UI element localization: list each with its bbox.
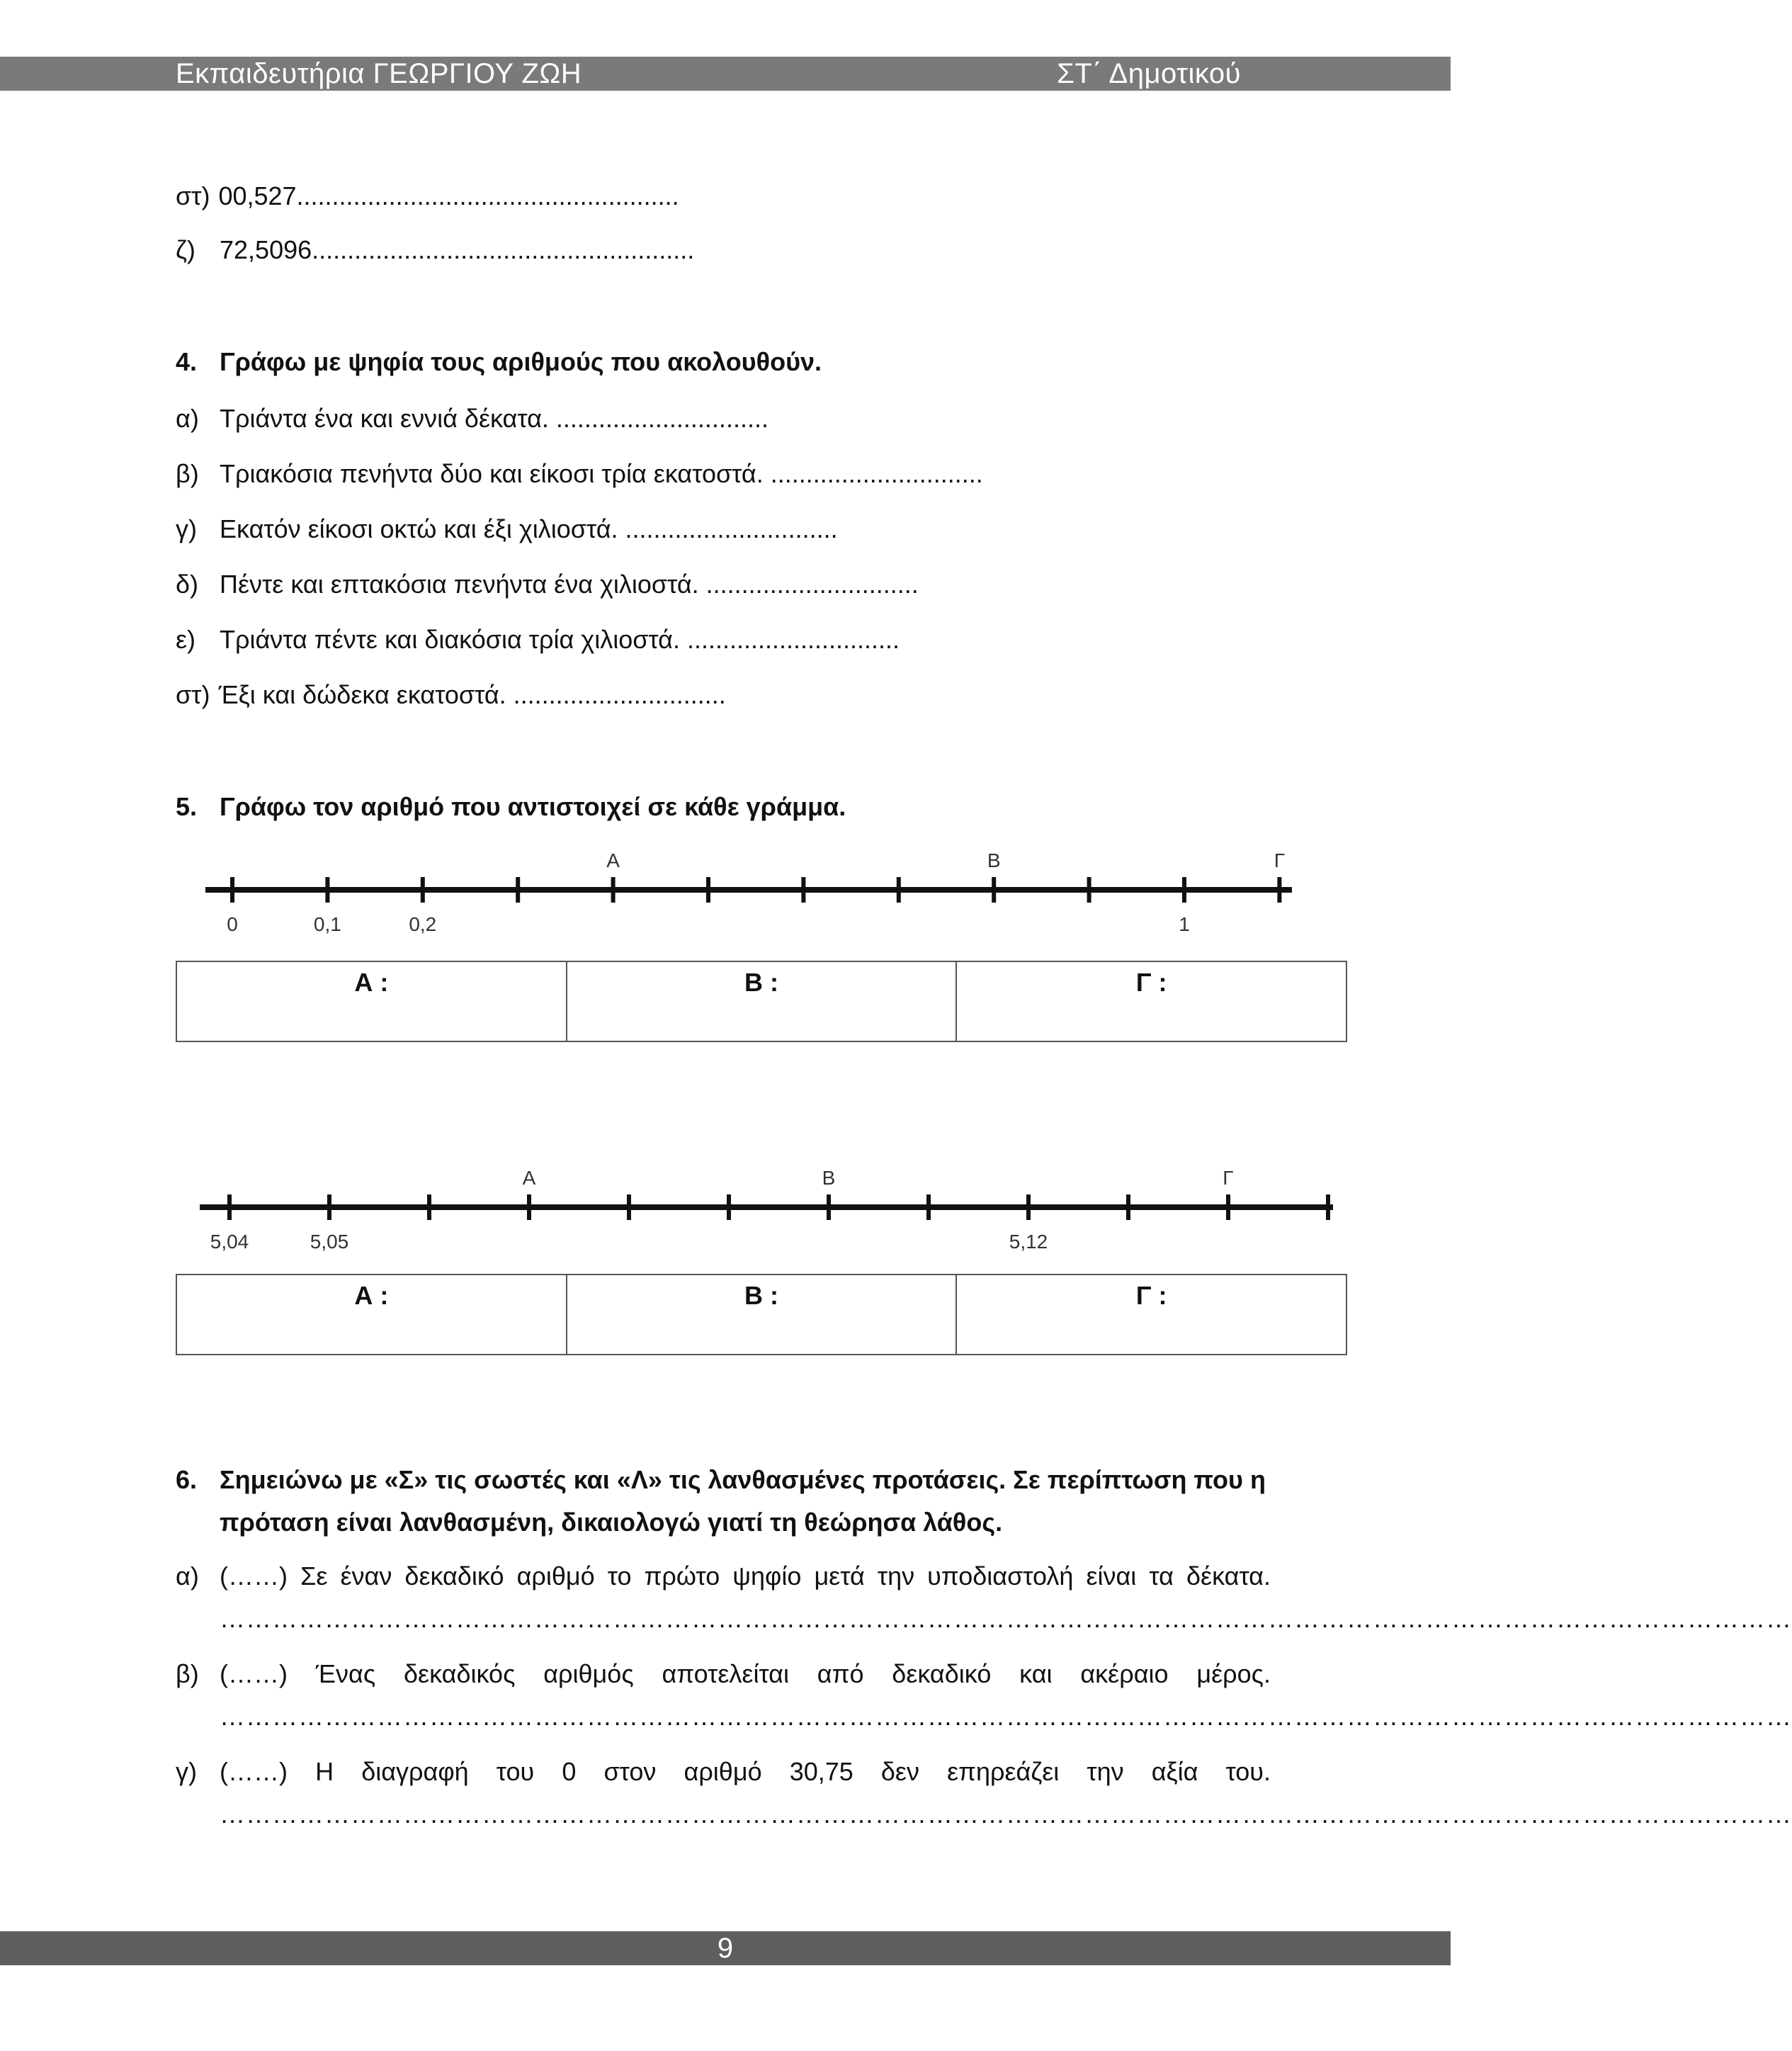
ex4-item-a: α) Τριάντα ένα και εννιά δέκατα. .............................. bbox=[176, 404, 769, 433]
ex5-heading: 5. Γράφω τον αριθμό που αντιστοιχεί σε κάθε γράμμα. bbox=[176, 792, 846, 821]
point-letter: Α bbox=[522, 1167, 536, 1189]
tick-label: 5,12 bbox=[1009, 1231, 1048, 1253]
ex4-item-c: γ) Εκατόν είκοσι οκτώ και έξι χιλιοστά. .............................. bbox=[176, 514, 838, 543]
school-name: Εκπαιδευτήρια ΓΕΩΡΓΙΟΥ ΖΩΗ bbox=[176, 58, 582, 89]
tick-label: 5,05 bbox=[310, 1231, 349, 1253]
number-line-2 bbox=[0, 1162, 1451, 1261]
tick-label: 0,2 bbox=[409, 913, 437, 935]
ex4-item-e: ε) Τριάντα πέντε και διακόσια τρία χιλιοστά. .............................. bbox=[176, 625, 900, 654]
page-number: 9 bbox=[717, 1933, 734, 1964]
point-letter: Γ bbox=[1274, 849, 1286, 871]
answer-cell-b[interactable]: Β : bbox=[567, 961, 957, 1041]
page-footer bbox=[0, 1931, 1451, 1965]
tick-label: 0 bbox=[227, 913, 238, 935]
point-letter: Α bbox=[606, 849, 620, 871]
answer-cell-g[interactable]: Γ : bbox=[956, 1275, 1346, 1355]
answer-table-1 bbox=[176, 961, 1347, 1042]
ex4-item-b: β) Τριακόσια πενήντα δύο και είκοσι τρία εκατοστά. .............................. bbox=[176, 459, 983, 488]
answer-cell-b[interactable]: Β : bbox=[567, 1275, 957, 1355]
number-line-1 bbox=[0, 843, 1451, 942]
ex3-item-st: στ) 00,527...................................................... bbox=[176, 181, 679, 210]
answer-cell-g[interactable]: Γ : bbox=[956, 961, 1346, 1041]
page-header bbox=[0, 57, 1451, 91]
ex4-heading: 4. Γράφω με ψηφία τους αριθμούς που ακολουθούν. bbox=[176, 347, 822, 376]
answer-table-2 bbox=[176, 1274, 1347, 1355]
tick-label: 0,1 bbox=[313, 913, 341, 935]
ex6-answer-line-b[interactable]: ……………………………………………………………………………………………………………………………………………………………… bbox=[220, 1702, 1792, 1731]
answer-cell-a[interactable]: Α : bbox=[176, 1275, 567, 1355]
tick-label: 1 bbox=[1179, 913, 1190, 935]
ex6-answer-line-c[interactable]: ……………………………………………………………………………………………………………………………………………………………… bbox=[220, 1799, 1792, 1829]
tick-label: 5,04 bbox=[210, 1231, 249, 1253]
ex6-answer-line-a[interactable]: ……………………………………………………………………………………………………………………………………………………………… bbox=[220, 1604, 1792, 1633]
grade-label: ΣΤ΄ Δημοτικού bbox=[1057, 58, 1241, 89]
point-letter: Β bbox=[987, 849, 1001, 871]
ex6-heading-line2: πρόταση είναι λανθασμένη, δικαιολογώ γιατί τη θεώρησα λάθος. bbox=[220, 1508, 1003, 1537]
ex4-item-st: στ) Έξι και δώδεκα εκατοστά. .............................. bbox=[176, 680, 726, 709]
point-letter: Β bbox=[822, 1167, 836, 1189]
ex3-item-z: ζ) 72,5096...................................................... bbox=[176, 235, 695, 264]
answer-cell-a[interactable]: Α : bbox=[176, 961, 567, 1041]
ex4-item-d: δ) Πέντε και επτακόσια πενήντα ένα χιλιοστά. .............................. bbox=[176, 570, 919, 599]
ex6-heading: 6. Σημειώνω με «Σ» τις σωστές και «Λ» τις λανθασμένες προτάσεις. Σε περίπτωση που η bbox=[176, 1465, 1266, 1494]
point-letter: Γ bbox=[1223, 1167, 1234, 1189]
